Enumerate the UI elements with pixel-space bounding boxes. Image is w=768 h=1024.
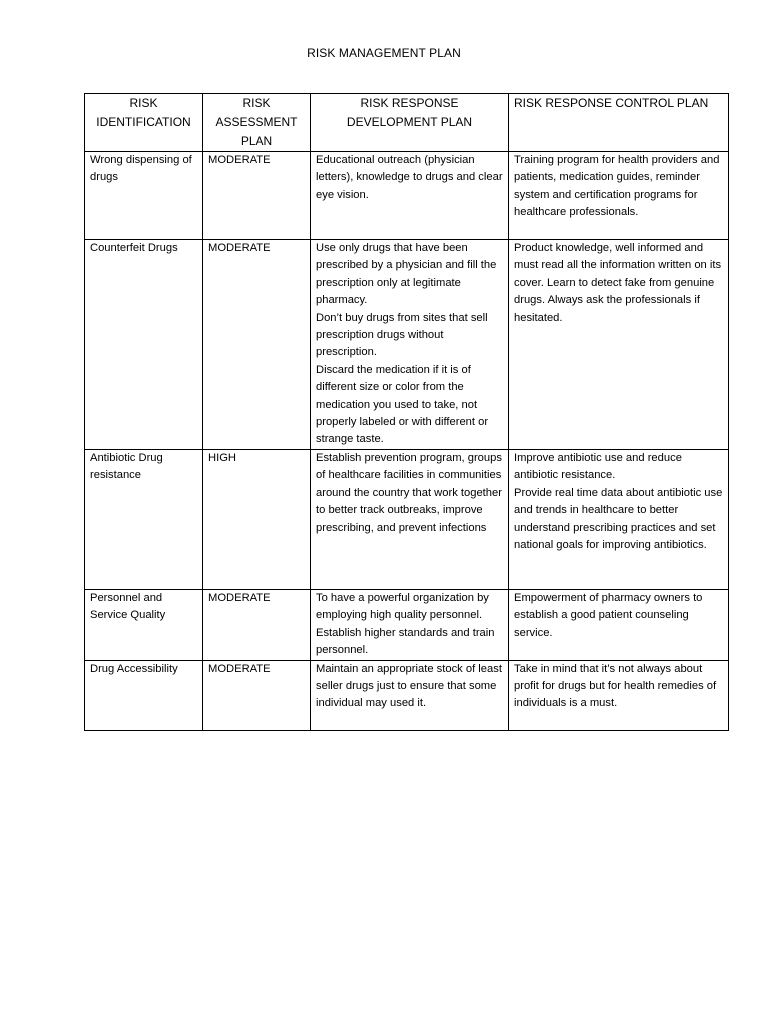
cell-identification: Wrong dispensing of drugs: [85, 152, 203, 240]
cell-assessment: MODERATE: [203, 660, 311, 730]
table-row: [85, 152, 729, 240]
cell-development: Maintain an appropriate stock of least seller drugs just to ensure that some individual may used it.: [311, 660, 509, 730]
cell-identification: Antibiotic Drug resistance: [85, 450, 203, 590]
cell-assessment: HIGH: [203, 450, 311, 590]
cell-control: Empowerment of pharmacy owners to establish a good patient counseling service.: [509, 590, 729, 661]
header-risk-assessment-plan: RISK ASSESSMENT PLAN: [203, 94, 311, 152]
cell-control: Improve antibiotic use and reduce antibiotic resistance. Provide real time data about antibiotic use and trends in healthcare to better understand prescribing practices and set national goals for improving antibiotics.: [509, 450, 729, 590]
risk-management-table: [84, 93, 729, 731]
page-title: RISK MANAGEMENT PLAN: [307, 46, 461, 60]
cell-identification: Personnel and Service Quality: [85, 590, 203, 661]
cell-development: Establish prevention program, groups of healthcare facilities in communities around the country that work together to better track outbreaks, improve prescribing, and prevent infections: [311, 450, 509, 590]
header-risk-response-development-plan: RISK RESPONSE DEVELOPMENT PLAN: [311, 94, 509, 152]
table-row: [85, 660, 729, 730]
table-row: [85, 240, 729, 450]
cell-identification: Counterfeit Drugs: [85, 240, 203, 450]
cell-development: To have a powerful organization by employing high quality personnel. Establish higher standards and train personnel.: [311, 590, 509, 661]
cell-assessment: MODERATE: [203, 590, 311, 661]
table-header-row: [85, 94, 729, 152]
cell-control: Product knowledge, well informed and must read all the information written on its cover. Learn to detect fake from genuine drugs. Always ask the professionals if hesitated.: [509, 240, 729, 450]
cell-control: Take in mind that it’s not always about profit for drugs but for health remedies of individuals is a must.: [509, 660, 729, 730]
cell-identification: Drug Accessibility: [85, 660, 203, 730]
table-row: [85, 450, 729, 590]
cell-development: Use only drugs that have been prescribed by a physician and fill the prescription only at legitimate pharmacy. Don’t buy drugs from sites that sell prescription drugs without prescription. Discard the medication if it is of different size or color from the medication you used to take, not properly labeled or with different or strange taste.: [311, 240, 509, 450]
cell-control: Training program for health providers and patients, medication guides, reminder system and certification programs for healthcare professionals.: [509, 152, 729, 240]
header-risk-identification: RISK IDENTIFICATION: [85, 94, 203, 152]
cell-assessment: MODERATE: [203, 152, 311, 240]
header-risk-response-control-plan: RISK RESPONSE CONTROL PLAN: [509, 94, 729, 152]
cell-development: Educational outreach (physician letters), knowledge to drugs and clear eye vision.: [311, 152, 509, 240]
cell-assessment: MODERATE: [203, 240, 311, 450]
table-row: [85, 590, 729, 661]
